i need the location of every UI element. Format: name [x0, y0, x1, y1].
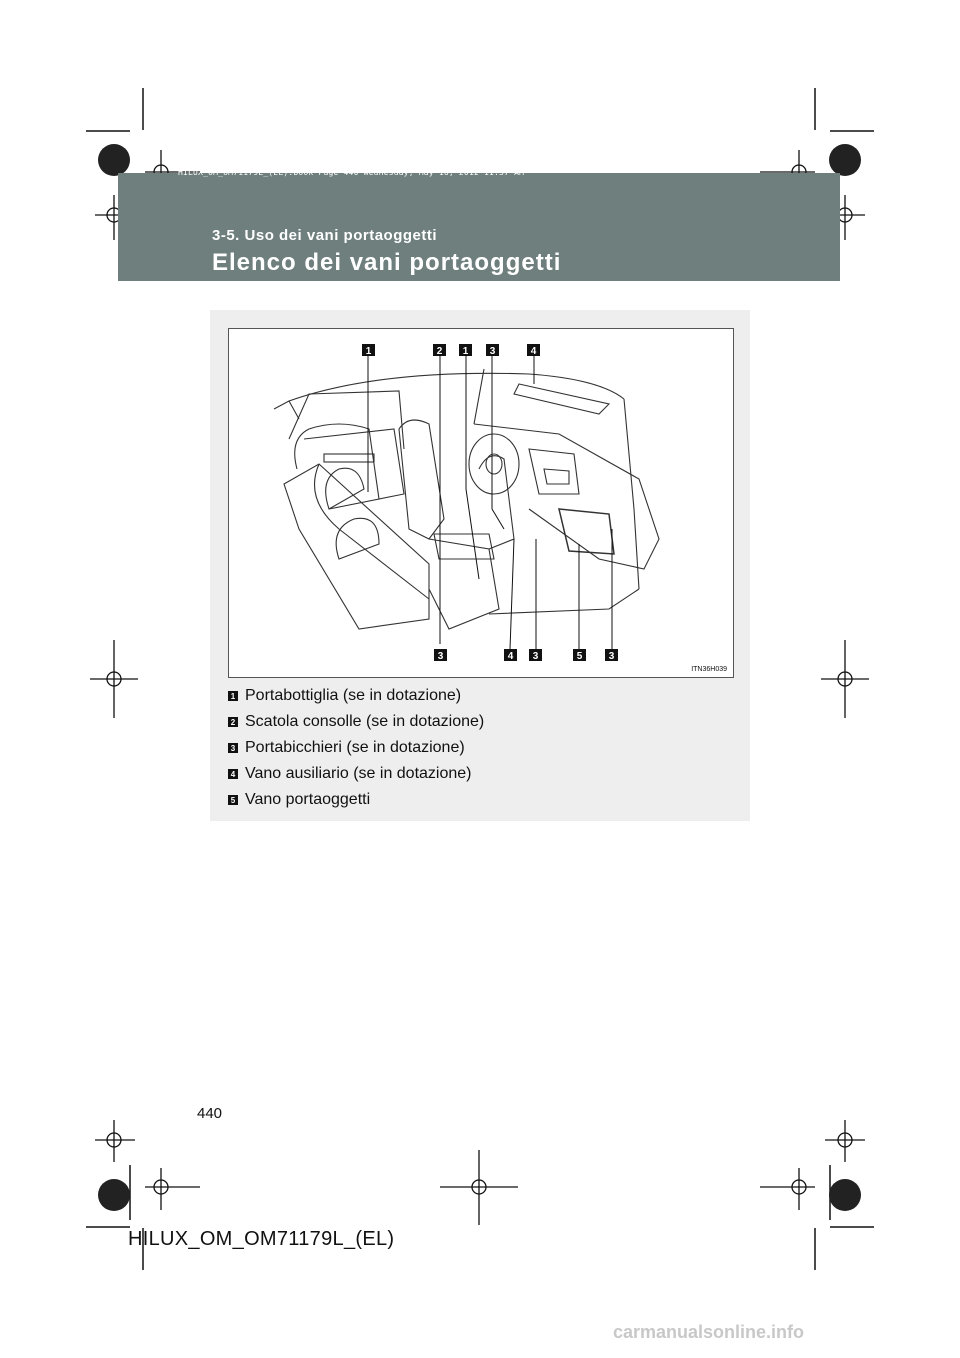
- page-title: Elenco dei vani portaoggetti: [212, 249, 562, 276]
- legend-badge: 1: [228, 691, 238, 701]
- callout-top-3: 1: [462, 346, 469, 357]
- legend-text: Scatola consolle (se in dotazione): [245, 713, 485, 730]
- legend-badge: 5: [228, 795, 238, 805]
- callout-bottom-4: 5: [576, 651, 583, 662]
- legend-text: Portabottiglia (se in dotazione): [245, 687, 462, 704]
- callout-bottom-5: 3: [608, 651, 615, 662]
- section-label: 3-5. Uso dei vani portaoggetti: [212, 227, 438, 244]
- legend-badge: 4: [228, 769, 238, 779]
- callout-top-2: 2: [436, 346, 443, 357]
- vehicle-interior-illustration: [228, 328, 734, 678]
- legend-item: [228, 787, 484, 813]
- watermark[interactable]: carmanualsonline.info: [613, 1322, 805, 1342]
- figure-code: ITN36H039: [691, 666, 727, 673]
- callout-top-5: 4: [530, 346, 537, 357]
- legend-list: [228, 683, 484, 813]
- legend-text: Portabicchieri (se in dotazione): [245, 739, 465, 756]
- callout-bottom-1: 3: [437, 651, 444, 662]
- callout-top-1: 1: [365, 346, 372, 357]
- legend-item: [228, 761, 484, 787]
- callout-bottom-2: 4: [507, 651, 514, 662]
- footer-code: HILUX_OM_OM71179L_(EL): [128, 1228, 395, 1250]
- legend-item: [228, 683, 484, 709]
- page-number: 440: [197, 1105, 223, 1122]
- callout-bottom-3: 3: [532, 651, 539, 662]
- legend-text: Vano ausiliario (se in dotazione): [245, 765, 472, 782]
- interior-drawing: [229, 329, 733, 677]
- book-stamp: HILUX_OM_OM71179L_(EL).book Page 440 Wednesday, May 16, 2012 11:37 AM: [178, 168, 525, 177]
- legend-badge: 2: [228, 717, 238, 727]
- legend-badge: 3: [228, 743, 238, 753]
- legend-item: [228, 709, 484, 735]
- callout-top-4: 3: [489, 346, 496, 357]
- legend-item: [228, 735, 484, 761]
- legend-text: Vano portaoggetti: [245, 791, 371, 808]
